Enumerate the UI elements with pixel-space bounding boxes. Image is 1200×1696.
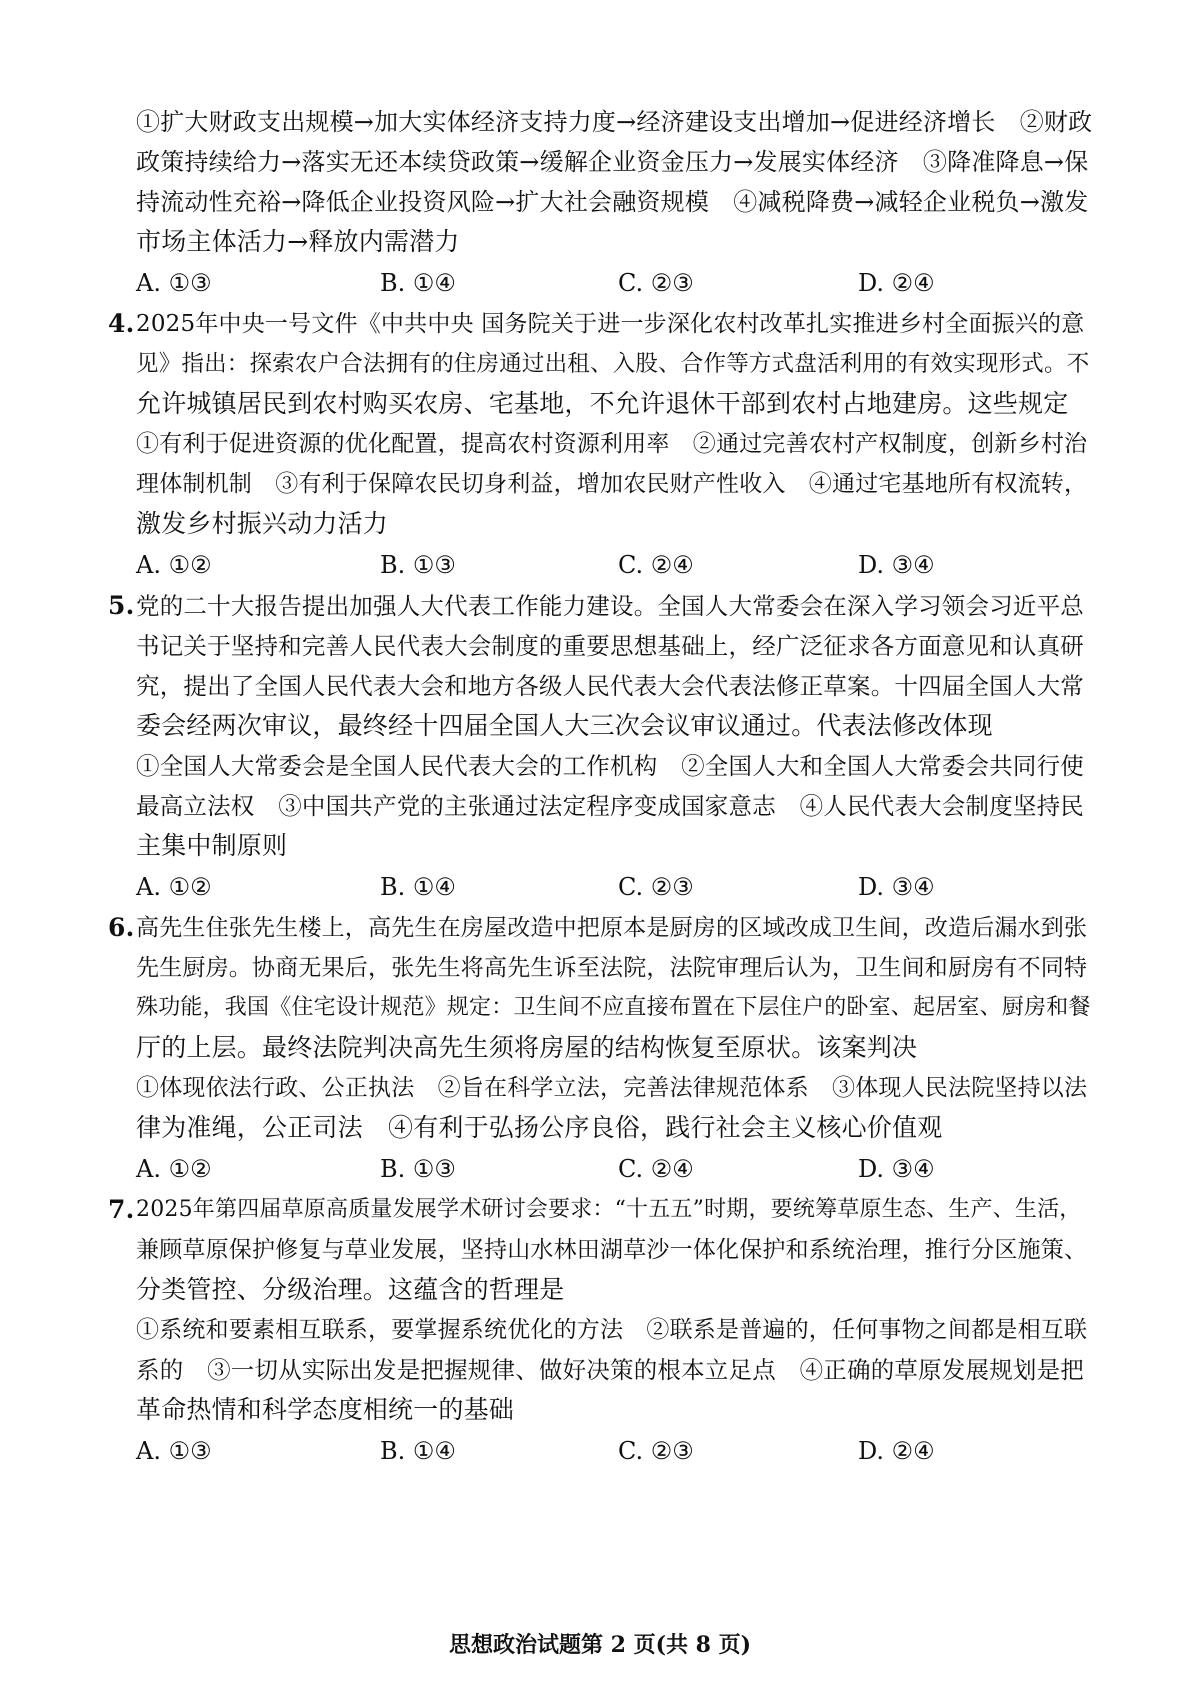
- q7-line-2: 兼顾草原保护修复与草业发展，坚持山水林田湖草沙一体化保护和系统治理，推行分区施策、: [136, 1237, 1088, 1263]
- q7-line-3: 分类管控、分级治理。这蕴含的哲理是: [136, 1275, 565, 1304]
- q4-line-4: ①有利于促进资源的优化配置，提高农村资源利用率 ②通过完善农村产权制度，创新乡村治: [136, 431, 1088, 457]
- page-footer: 思想政治试题第 2 页(共 8 页): [448, 1632, 752, 1658]
- q3-option-a: A. ①③: [136, 269, 212, 297]
- q3-line-3: 持流动性充裕→降低企业投资风险→扩大社会融资规模 ④减税降费→减轻企业税负→激发: [136, 188, 1089, 216]
- q7-option-b: B. ①④: [380, 1437, 456, 1465]
- q7-option-c: C. ②③: [618, 1437, 694, 1465]
- q6-option-a: A. ①②: [136, 1155, 212, 1183]
- q5-option-d: D. ③④: [858, 873, 935, 901]
- q3-line-2: 政策持续给力→落实无还本续贷政策→缓解企业资金压力→发展实体经济 ③降准降息→保: [136, 148, 1089, 176]
- q6-option-b: B. ①③: [380, 1155, 456, 1183]
- q7-line-5: 系的 ③一切从实际出发是把握规律、做好决策的根本立足点 ④正确的草原发展规划是把: [136, 1356, 1084, 1384]
- q3-option-d: D. ②④: [858, 269, 935, 297]
- q7-number: 7.: [108, 1195, 135, 1224]
- q3-option-b: B. ①④: [380, 269, 456, 297]
- q7-line-4: ①系统和要素相互联系，要掌握系统优化的方法 ②联系是普遍的，任何事物之间都是相互联: [136, 1317, 1088, 1343]
- q7-option-a: A. ①③: [136, 1437, 212, 1465]
- q6-option-c: C. ②④: [618, 1155, 694, 1183]
- q4-option-a: A. ①②: [136, 551, 212, 579]
- q7-line-6: 革命热情和科学态度相统一的基础: [136, 1395, 515, 1424]
- q5-line-2: 书记关于坚持和完善人民代表大会制度的重要思想基础上，经广泛征求各方面意见和认真研: [136, 632, 1084, 660]
- q5-line-5: ①全国人大常委会是全国人民代表大会的工作机构 ②全国人大和全国人大常委会共同行使: [136, 752, 1084, 780]
- q5-line-7: 主集中制原则: [136, 831, 288, 860]
- q3-line-1: ①扩大财政支出规模→加大实体经济支持力度→经济建设支出增加→促进经济增长 ②财政: [136, 108, 1093, 136]
- q6-line-5: ①体现依法行政、公正执法 ②旨在科学立法，完善法律规范体系 ③体现人民法院坚持以法: [136, 1075, 1088, 1101]
- q5-line-3: 究，提出了全国人民代表大会和地方各级人民代表大会代表法修正草案。十四届全国人大常: [136, 672, 1084, 700]
- q4-line-2: 见》指出：探索农户合法拥有的住房通过出租、入股、合作等方式盘活利用的有效实现形式。不: [136, 351, 1090, 377]
- q3-option-c: C. ②③: [618, 269, 694, 297]
- q3-line-4: 市场主体活力→释放内需潜力: [136, 227, 460, 256]
- q5-number: 5.: [108, 591, 135, 620]
- q4-option-b: B. ①③: [380, 551, 456, 579]
- q7-option-d: D. ②④: [858, 1437, 935, 1465]
- q4-line-3: 允许城镇居民到农村购买农房、宅基地，不允许退休干部到农村占地建房。这些规定: [136, 389, 1069, 418]
- q5-line-1: 党的二十大报告提出加强人大代表工作能力建设。全国人大常委会在深入学习领会习近平总: [136, 592, 1084, 620]
- q5-option-a: A. ①②: [136, 873, 212, 901]
- q6-option-d: D. ③④: [858, 1155, 935, 1183]
- q4-line-5: 理体制机制 ③有利于保障农民切身利益，增加农民财产性收入 ④通过宅基地所有权流转，: [136, 471, 1088, 497]
- q5-option-c: C. ②③: [618, 873, 694, 901]
- q6-line-4: 厅的上层。最终法院判决高先生须将房屋的结构恢复至原状。该案判决: [136, 1033, 918, 1062]
- q4-option-c: C. ②④: [618, 551, 694, 579]
- q6-number: 6.: [108, 913, 135, 942]
- q5-option-b: B. ①④: [380, 873, 456, 901]
- q4-number: 4.: [108, 309, 135, 338]
- q6-line-2: 先生厨房。协商无果后，张先生将高先生诉至法院，法院审理后认为，卫生间和厨房有不同特: [136, 955, 1088, 981]
- q4-option-d: D. ③④: [858, 551, 935, 579]
- q5-line-6: 最高立法权 ③中国共产党的主张通过法定程序变成国家意志 ④人民代表大会制度坚持民: [136, 792, 1084, 820]
- q6-line-1: 高先生住张先生楼上，高先生在房屋改造中把原本是厨房的区域改成卫生间，改造后漏水到张: [136, 915, 1088, 941]
- q4-line-1: 2025年中央一号文件《中共中央 国务院关于进一步深化农村改革扎实推进乡村全面振兴的意: [136, 311, 1085, 337]
- q4-line-6: 激发乡村振兴动力活力: [136, 509, 389, 538]
- q6-line-3: 殊功能，我国《住宅设计规范》规定：卫生间不应直接布置在下层住户的卧室、起居室、厨房和餐: [136, 995, 1091, 1020]
- q5-line-4: 委会经两次审议，最终经十四届全国人大三次会议审议通过。代表法修改体现: [136, 711, 993, 740]
- q6-line-6: 律为准绳，公正司法 ④有利于弘扬公序良俗，践行社会主义核心价值观: [136, 1113, 943, 1142]
- q7-line-1: 2025年第四届草原高质量发展学术研讨会要求：“十五五”时期，要统筹草原生态、生产、生活，: [136, 1197, 1082, 1222]
